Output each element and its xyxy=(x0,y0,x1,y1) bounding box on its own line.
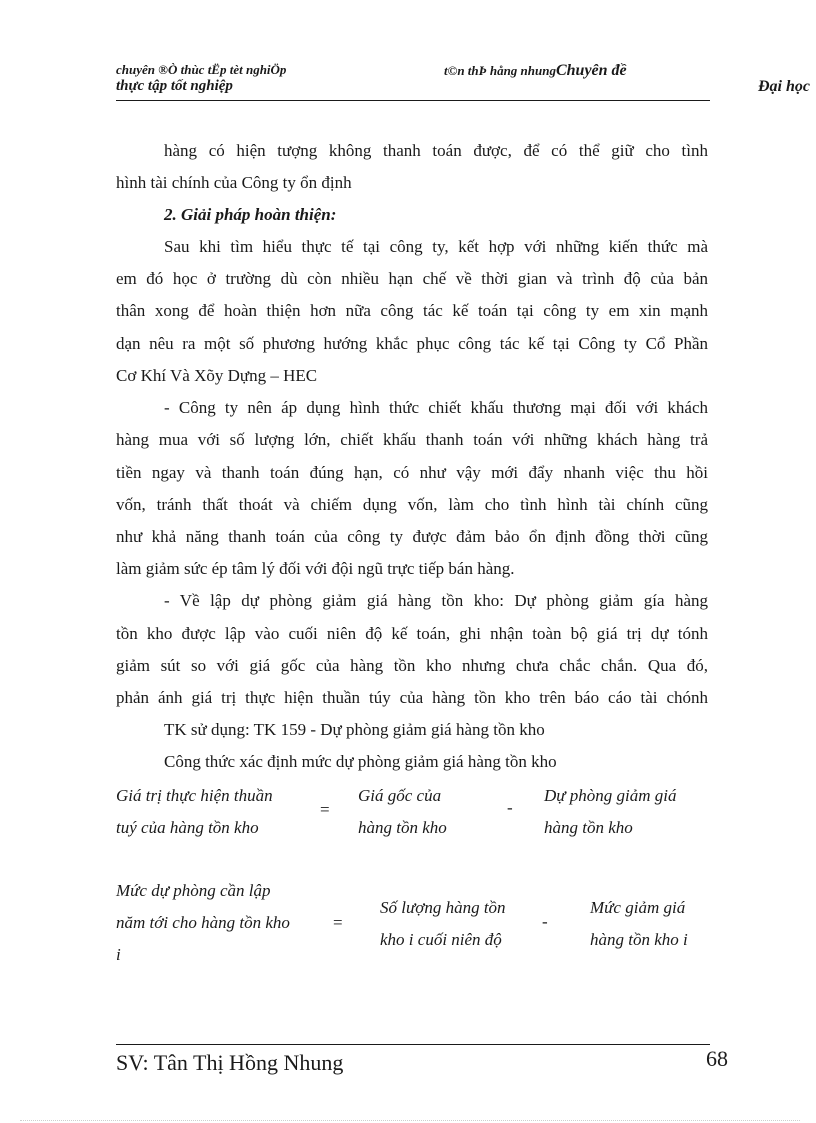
header-author xyxy=(444,62,627,80)
paragraph-line: hàng mua với số lượng lớn, chiết khấu thanh toán với những khách hàng trả xyxy=(116,430,708,449)
header-rule xyxy=(116,100,710,101)
paragraph-line: em đó học ở trường dù còn nhiều hạn chế về thời gian và trình độ của bản xyxy=(116,269,708,288)
formula-lhs: tuý của hàng tồn kho xyxy=(116,818,259,837)
formula-term: hàng tồn kho xyxy=(544,818,633,837)
formula-lhs: i xyxy=(116,945,121,964)
paragraph-line: - Về lập dự phòng giảm giá hàng tồn kho: Dự phòng giảm gía hàng xyxy=(164,591,708,610)
header-second-line: thực tập tốt nghiệp xyxy=(116,78,233,94)
formula-lhs: năm tới cho hàng tồn kho xyxy=(116,913,290,932)
paragraph-line: tiền ngay và thanh toán đúng hạn, có như vậy mới đẩy nhanh việc thu hồi xyxy=(116,463,708,482)
paragraph-line: Cơ Khí Và Xõy Dựng – HEC xyxy=(116,366,318,385)
paragraph-line: tồn kho được lập vào cuối niên độ kế toán, ghi nhận toàn bộ giá trị dự tónh xyxy=(116,624,708,643)
paragraph-line: như khả năng thanh toán của công ty được đảm bảo ổn định đồng thời cũng xyxy=(116,527,708,546)
formula-lhs: Giá trị thực hiện thuần xyxy=(116,786,273,805)
minus-sign: - xyxy=(507,798,513,817)
formula-term: Giá gốc của xyxy=(358,786,442,805)
header-running-title: chuyên ®Ò thùc tËp tèt nghiÖp xyxy=(116,62,287,77)
paragraph-line: dạn nêu ra một số phương hướng khắc phục công tác kế tại Công ty Cổ Phần xyxy=(116,334,708,353)
header-institution: Đại học xyxy=(758,78,810,95)
paragraph-line: Sau khi tìm hiểu thực tế tại công ty, kết hợp với những kiến thức mà xyxy=(164,237,708,256)
footer-rule xyxy=(116,1044,710,1045)
paragraph-line: giảm sút so với giá gốc của hàng tồn kho nhưng chưa chắc chắn. Qua đó, xyxy=(116,656,708,675)
paragraph-line: - Công ty nên áp dụng hình thức chiết khấu thương mại đối với khách xyxy=(164,398,708,417)
footer-student: SV: Tân Thị Hồng Nhung xyxy=(116,1050,344,1075)
paragraph-line: hàng có hiện tượng không thanh toán được, để có thể giữ cho tình xyxy=(164,141,708,160)
formula-term: hàng tồn kho xyxy=(358,818,447,837)
running-header xyxy=(116,58,716,80)
paragraph-line: làm giảm sức ép tâm lý đối với đội ngũ trực tiếp bán hàng. xyxy=(116,559,515,578)
page-bottom-divider xyxy=(20,1120,800,1121)
formula-term: kho i cuối niên độ xyxy=(380,930,502,949)
formula-term: hàng tồn kho i xyxy=(590,930,688,949)
account-line: TK sử dụng: TK 159 - Dự phòng giảm giá hàng tồn kho xyxy=(164,720,545,739)
formula-intro: Công thức xác định mức dự phòng giảm giá hàng tồn kho xyxy=(164,752,557,771)
equals-sign: = xyxy=(320,800,330,819)
equals-sign: = xyxy=(333,913,343,932)
formula-term: Dự phòng giảm giá xyxy=(544,786,677,805)
formula-term: Số lượng hàng tồn xyxy=(380,898,506,917)
paragraph-line: vốn, tránh thất thoát và chiếm dụng vốn, làm cho tình hình tài chính cũng xyxy=(116,495,708,514)
paragraph-line: phản ánh giá trị thực hiện thuần túy của hàng tồn kho trên báo cáo tài chónh xyxy=(116,688,708,707)
section-heading: 2. Giải pháp hoàn thiện: xyxy=(164,205,337,224)
header-title-tail: Chuyên đề xyxy=(555,62,627,79)
paragraph-line: thân xong để hoàn thiện hơn nữa công tác kế toán tại công ty em xin mạnh xyxy=(116,301,708,320)
minus-sign: - xyxy=(542,912,548,931)
page-number: 68 xyxy=(706,1046,728,1071)
formula-term: Mức giảm giá xyxy=(590,898,686,917)
header-author-name: t©n thÞ hång nhung xyxy=(444,63,556,78)
paragraph-line: hình tài chính của Công ty ổn định xyxy=(116,173,352,192)
formula-lhs: Mức dự phòng cần lập xyxy=(116,881,271,900)
